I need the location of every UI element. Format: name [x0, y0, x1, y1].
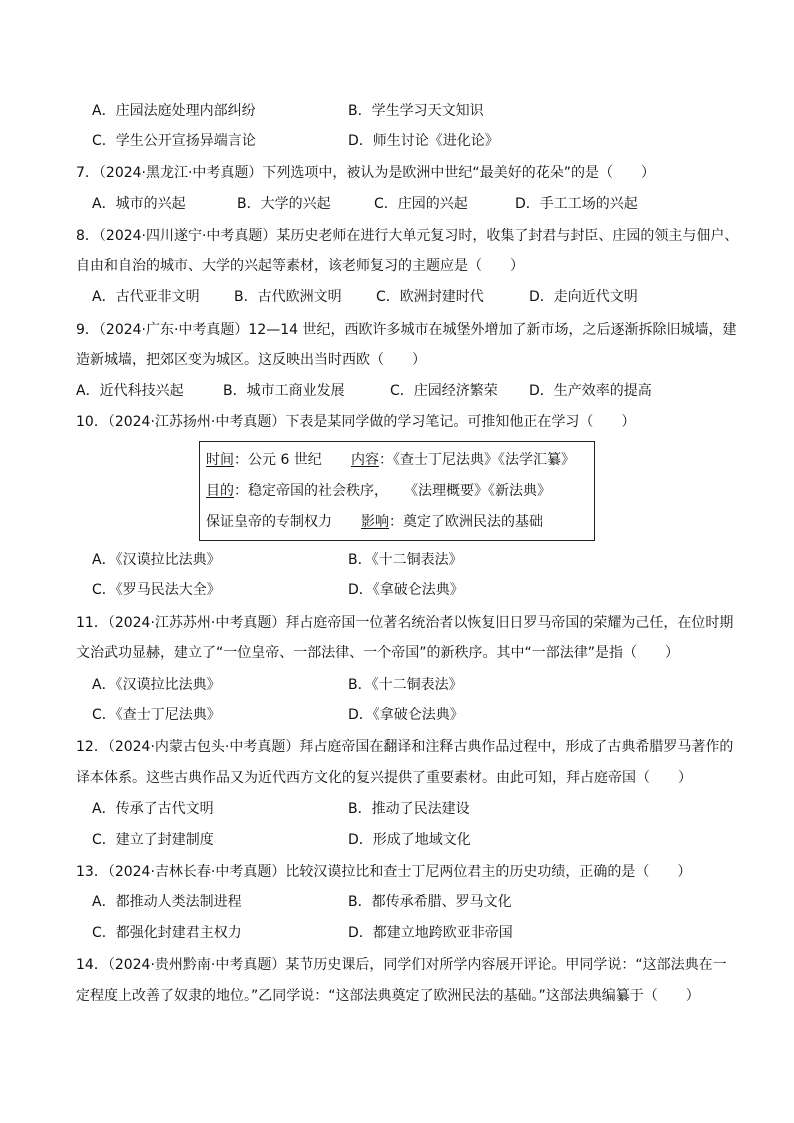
q9-option-c: C．庄园经济繁荣: [390, 383, 498, 399]
q10-option-c: C．《罗马民法大全》: [92, 582, 221, 598]
q10-option-d: D．《拿破仑法典》: [348, 582, 464, 598]
q13-option-c: C．都强化封建君主权力: [92, 925, 242, 941]
q7-stem: 7．（2024·黑龙江·中考真题）下列选项中，被认为是欧洲中世纪“最美好的花朵”的是（ ）: [76, 165, 655, 181]
q11-stem-line2: 文治武功显赫，建立了“一位皇帝、一部法律、一个帝国”的新秩序。其中“一部法律”是指（ ）: [76, 645, 680, 661]
q12-stem-line1: 12．（2024·内蒙古包头·中考真题）拜占庭帝国在翻译和注释古典作品过程中，形成了古典希腊罗马著作的: [76, 739, 734, 755]
q12-option-d: D．形成了地域文化: [348, 832, 471, 848]
q7-option-b: B．大学的兴起: [237, 196, 331, 212]
q8-stem-line1: 8．（2024·四川遂宁·中考真题）某历史老师在进行大单元复习时，收集了封君与封臣、庄园的领主与佃户、: [76, 228, 739, 244]
q10-stem: 10．（2024·江苏扬州·中考真题）下表是某同学做的学习笔记。可推知他正在学习（ ）: [76, 414, 636, 430]
note-content: [351, 450, 575, 470]
note-purpose-value: ：稳定帝国的社会秩序，: [234, 483, 388, 499]
q6-option-a: A．庄园法庭处理内部纠纷: [92, 103, 256, 119]
note-impact-label: 影响: [361, 514, 389, 530]
q6-option-c: C．学生公开宣扬异端言论: [92, 133, 256, 149]
note-purpose-value2: 保证皇帝的专制权力: [206, 514, 332, 530]
q9-stem-line1: 9．（2024·广东·中考真题）12—14 世纪，西欧许多城市在城堡外增加了新市场，之后逐渐拆除旧城墙，建: [76, 322, 737, 338]
note-purpose-label: 目的: [206, 483, 234, 499]
q8-option-b: B．古代欧洲文明: [234, 289, 342, 305]
q8-stem-line2: 自由和自治的城市、大学的兴起等素材，该老师复习的主题应是（ ）: [76, 258, 524, 274]
q14-stem-line1: 14．（2024·贵州黔南·中考真题）某节历史课后，同学们对所学内容展开评论。甲同学说：“这部法典在一: [76, 957, 727, 973]
study-notes-box: [199, 441, 595, 541]
q12-option-b: B．推动了民法建设: [348, 801, 470, 817]
q11-option-d: D．《拿破仑法典》: [348, 707, 464, 723]
q7-option-c: C．庄园的兴起: [374, 196, 468, 212]
q9-option-d: D．生产效率的提高: [529, 383, 652, 399]
q6-option-d: D．师生讨论《进化论》: [348, 133, 499, 149]
q7-option-d: D．手工工场的兴起: [515, 196, 638, 212]
q10-option-a: A．《汉谟拉比法典》: [92, 552, 221, 568]
q10-option-b: B．《十二铜表法》: [348, 552, 463, 568]
q6-option-b: B．学生学习天文知识: [348, 103, 484, 119]
note-content-value: ：《查士丁尼法典》《法学汇纂》: [379, 452, 575, 468]
note-impact-value: ：奠定了欧洲民法的基础: [389, 514, 543, 530]
note-purpose: [206, 481, 388, 501]
q14-stem-line2: 定程度上改善了奴隶的地位。”乙同学说：“这部法典奠定了欧洲民法的基础。”这部法典编纂于（ ）: [76, 988, 700, 1004]
note-content-value2: 《法理概要》《新法典》: [404, 483, 551, 499]
note-time: [206, 450, 322, 470]
note-time-label: 时间: [206, 452, 234, 468]
q9-option-b: B．城市工商业发展: [223, 383, 345, 399]
q13-option-a: A．都推动人类法制进程: [92, 894, 242, 910]
q13-option-b: B．都传承希腊、罗马文化: [348, 894, 512, 910]
q11-stem-line1: 11．（2024·江苏苏州·中考真题）拜占庭帝国一位著名统治者以恢复旧日罗马帝国的荣耀为己任，在位时期: [76, 615, 734, 631]
q9-option-a: A．近代科技兴起: [76, 383, 184, 399]
note-content-label: 内容: [351, 452, 379, 468]
q11-option-c: C．《查士丁尼法典》: [92, 707, 221, 723]
q12-option-c: C．建立了封建制度: [92, 832, 214, 848]
q9-stem-line2: 造新城墙，把郊区变为城区。这反映出当时西欧（ ）: [76, 352, 426, 368]
q13-option-d: D．都建立地跨欧亚非帝国: [348, 925, 513, 941]
q13-stem: 13．（2024·吉林长春·中考真题）比较汉谟拉比和查士丁尼两位君主的历史功绩，正确的是（ ）: [76, 864, 692, 880]
q8-option-a: A．古代亚非文明: [92, 289, 200, 305]
note-time-value: ：公元 6 世纪: [234, 452, 322, 468]
q11-option-b: B．《十二铜表法》: [348, 677, 463, 693]
q12-option-a: A．传承了古代文明: [92, 801, 214, 817]
q8-option-d: D．走向近代文明: [529, 289, 638, 305]
q11-option-a: A．《汉谟拉比法典》: [92, 677, 221, 693]
q12-stem-line2: 译本体系。这些古典作品又为近代西方文化的复兴提供了重要素材。由此可知，拜占庭帝国（ ）: [76, 770, 692, 786]
q7-option-a: A．城市的兴起: [92, 196, 186, 212]
note-impact: [361, 512, 543, 532]
q8-option-c: C．欧洲封建时代: [376, 289, 484, 305]
